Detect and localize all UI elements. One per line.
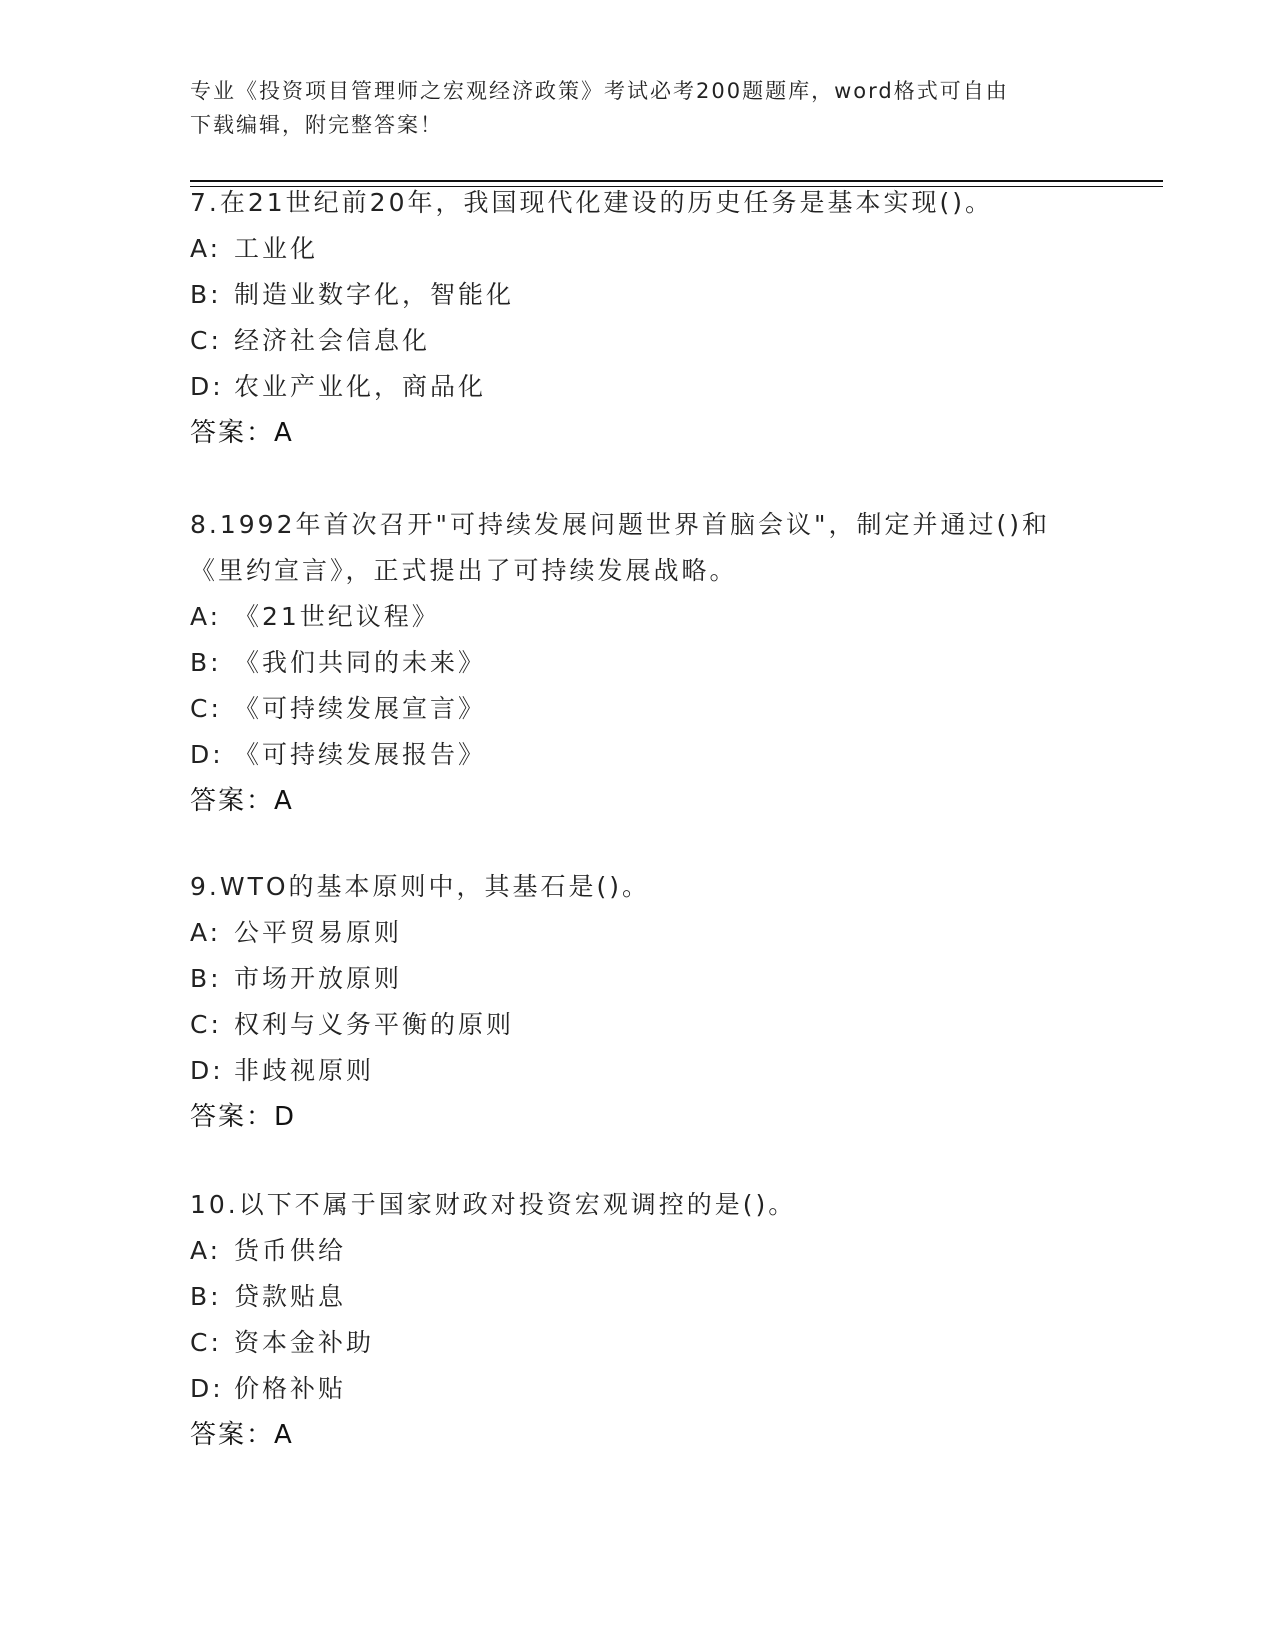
option-key: B: — [190, 1282, 222, 1311]
option-b — [190, 272, 1090, 318]
question-7 — [190, 180, 1090, 456]
answer: 答案：A — [190, 786, 294, 816]
option-d — [190, 732, 1090, 778]
option-d — [190, 1048, 1090, 1094]
option-d — [190, 1366, 1090, 1412]
option-a — [190, 594, 1090, 640]
question-8 — [190, 502, 1090, 824]
option-b — [190, 640, 1090, 686]
answer: 答案：A — [190, 1420, 294, 1450]
option-text: 《可持续发展宣言》 — [234, 694, 487, 723]
question-10 — [190, 1182, 1090, 1458]
option-c — [190, 686, 1090, 732]
option-key: C: — [190, 1328, 222, 1357]
option-text: 货币供给 — [234, 1236, 347, 1265]
option-text: 公平贸易原则 — [234, 918, 403, 947]
document-header — [190, 74, 1090, 142]
option-key: C: — [190, 1010, 222, 1039]
option-key: B: — [190, 648, 222, 677]
option-a — [190, 226, 1090, 272]
option-a — [190, 1228, 1090, 1274]
option-a — [190, 910, 1090, 956]
option-key: D: — [190, 1374, 224, 1403]
question-stem: 9.WTO的基本原则中，其基石是()。 — [190, 872, 651, 901]
option-text: 《我们共同的未来》 — [234, 648, 487, 677]
option-c — [190, 1320, 1090, 1366]
option-key: A: — [190, 1236, 222, 1265]
question-stem: 10.以下不属于国家财政对投资宏观调控的是()。 — [190, 1190, 797, 1219]
option-b — [190, 1274, 1090, 1320]
answer: 答案：D — [190, 1102, 297, 1132]
option-key: A: — [190, 918, 222, 947]
option-key: D: — [190, 372, 224, 401]
header-line-2: 下载编辑，附完整答案！ — [190, 113, 443, 137]
option-text: 资本金补助 — [234, 1328, 375, 1357]
option-text: 工业化 — [234, 234, 319, 263]
option-b — [190, 956, 1090, 1002]
option-text: 制造业数字化，智能化 — [234, 280, 515, 309]
option-key: C: — [190, 694, 222, 723]
option-text: 贷款贴息 — [234, 1282, 347, 1311]
question-stem: 7.在21世纪前20年，我国现代化建设的历史任务是基本实现()。 — [190, 188, 993, 217]
option-text: 《可持续发展报告》 — [234, 740, 487, 769]
option-key: D: — [190, 740, 224, 769]
option-key: B: — [190, 280, 222, 309]
question-stem: 8.1992年首次召开"可持续发展问题世界首脑会议"，制定并通过()和《里约宣言》，正式提出了可持续发展战略。 — [190, 510, 1050, 585]
option-text: 经济社会信息化 — [234, 326, 431, 355]
answer: 答案：A — [190, 418, 294, 448]
option-text: 非歧视原则 — [234, 1056, 375, 1085]
header-line-1: 专业《投资项目管理师之宏观经济政策》考试必考200题题库，word格式可自由 — [190, 79, 1009, 103]
option-text: 农业产业化，商品化 — [234, 372, 487, 401]
option-c — [190, 1002, 1090, 1048]
question-9 — [190, 864, 1090, 1140]
option-text: 《21世纪议程》 — [234, 602, 440, 631]
option-key: A: — [190, 602, 222, 631]
option-key: A: — [190, 234, 222, 263]
option-text: 价格补贴 — [234, 1374, 347, 1403]
option-key: D: — [190, 1056, 224, 1085]
option-text: 权利与义务平衡的原则 — [234, 1010, 515, 1039]
option-c — [190, 318, 1090, 364]
option-key: C: — [190, 326, 222, 355]
option-key: B: — [190, 964, 222, 993]
option-text: 市场开放原则 — [234, 964, 403, 993]
option-d — [190, 364, 1090, 410]
